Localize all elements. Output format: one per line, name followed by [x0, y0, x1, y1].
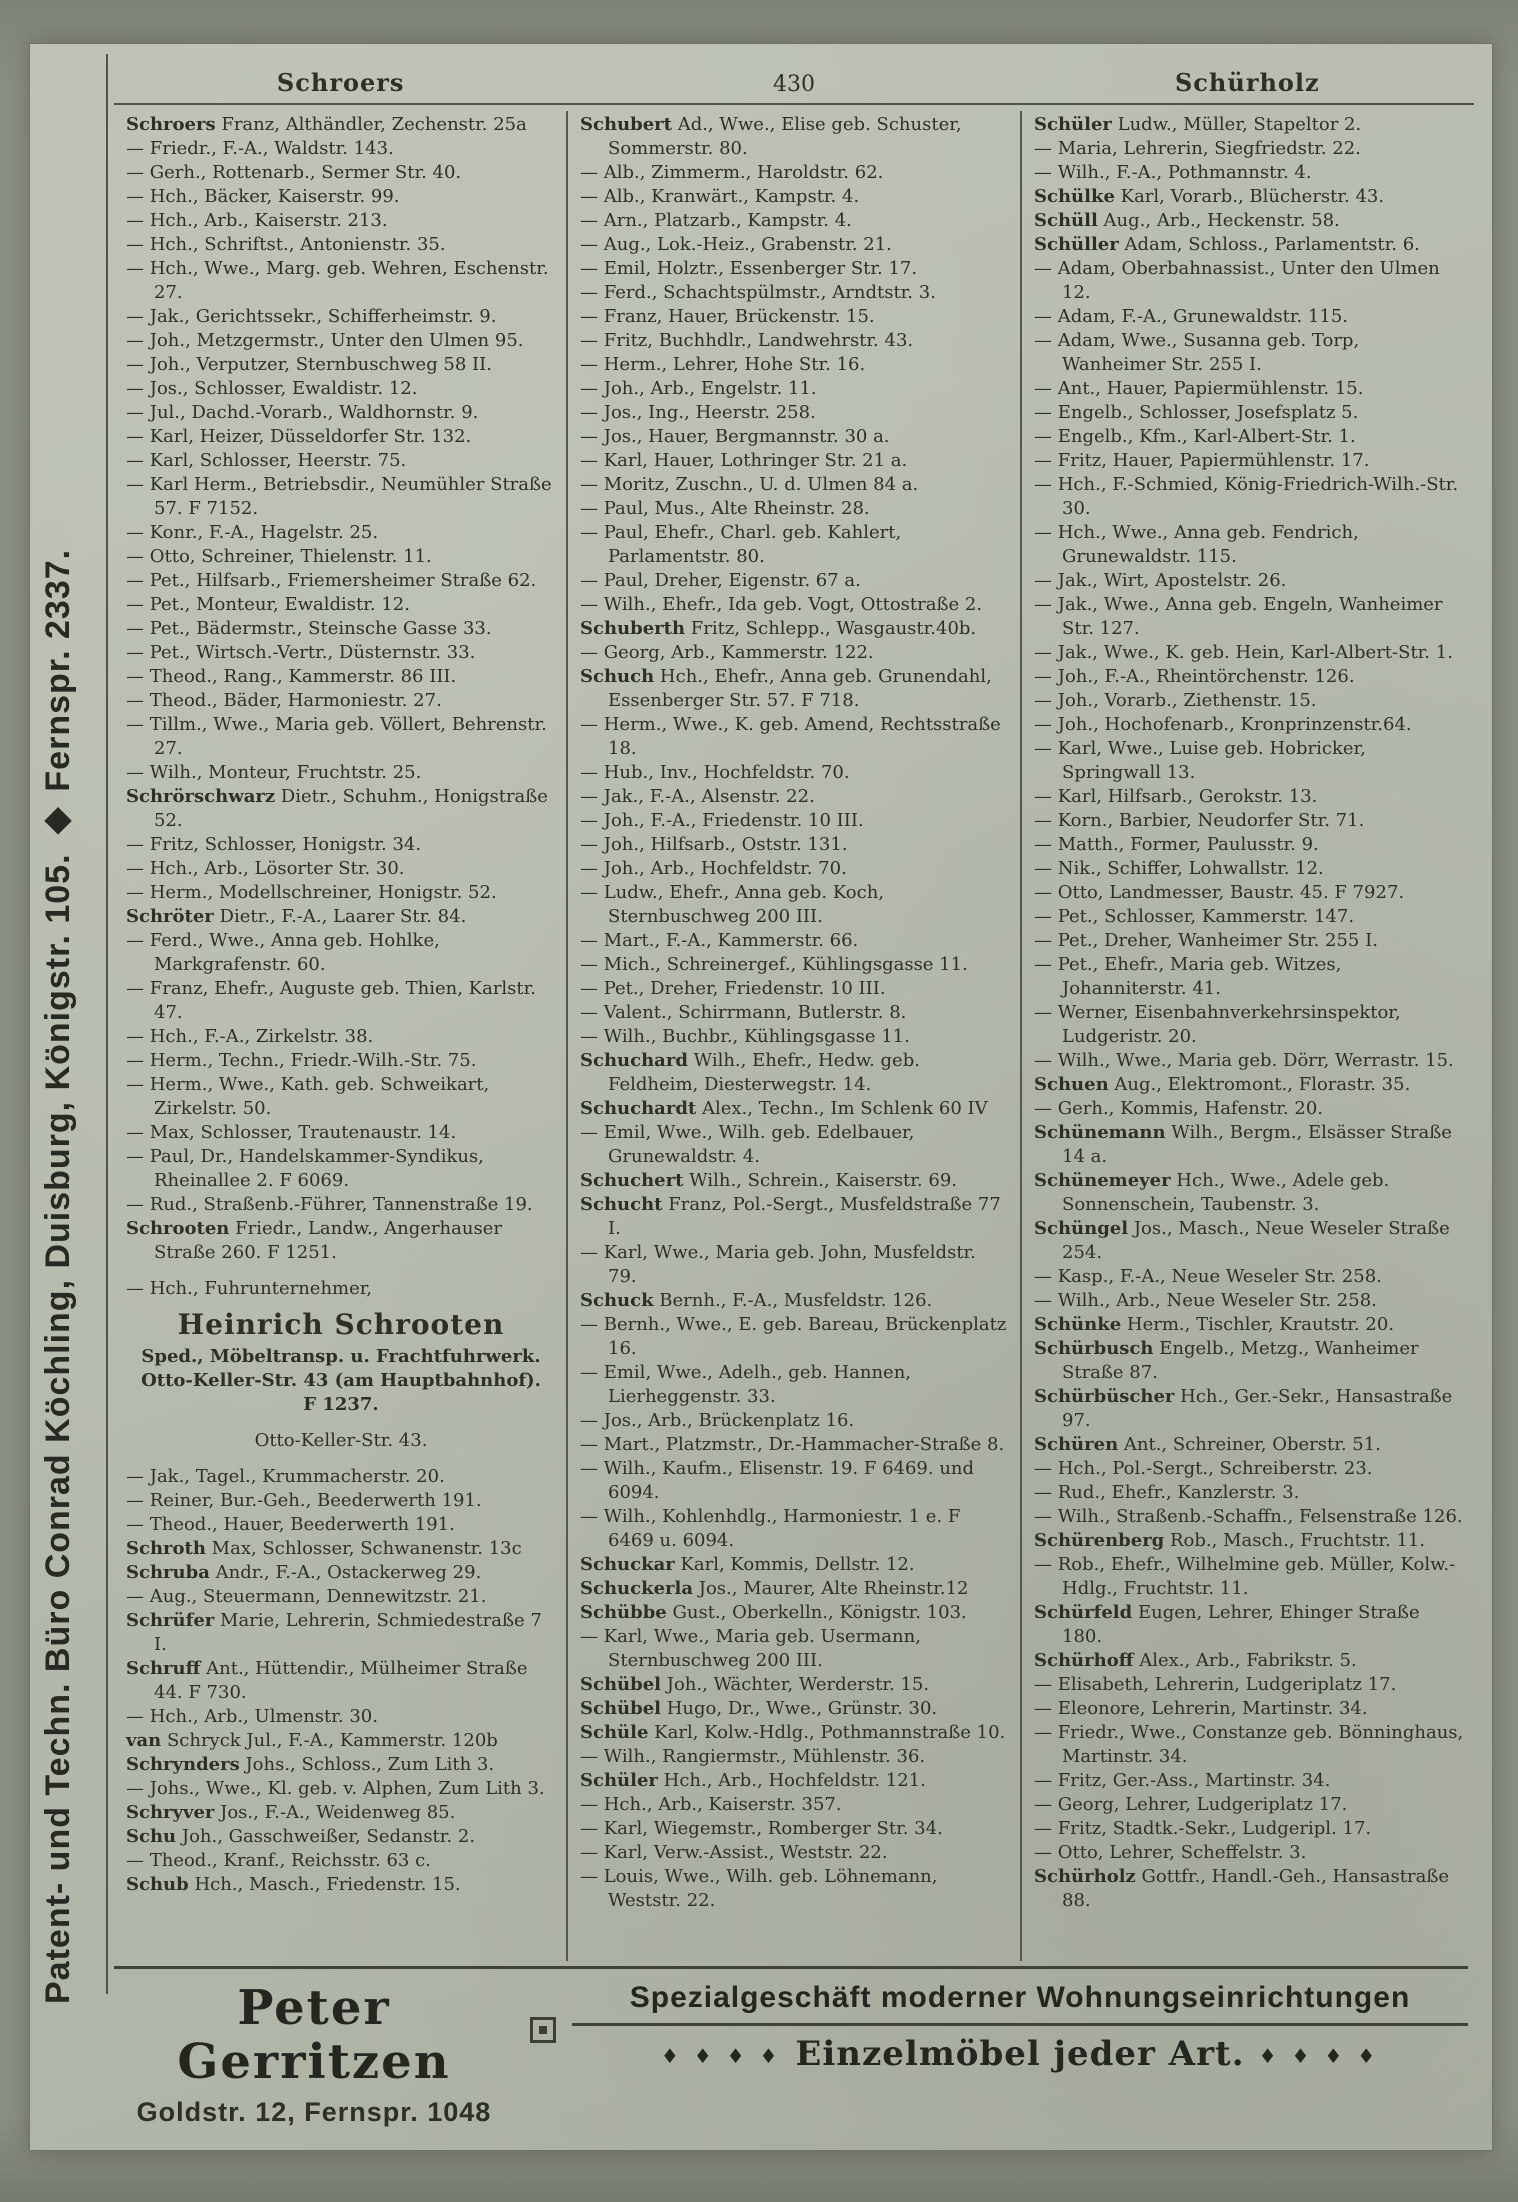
directory-column [566, 111, 1020, 1961]
directory-entry: — Kasp., F.-A., Neue Weseler Str. 258. [1034, 1266, 1382, 1287]
directory-entry: Schüler Hch., Arb., Hochfeldstr. 121. [580, 1770, 926, 1791]
directory-entry: — Gerh., Kommis, Hafenstr. 20. [1034, 1098, 1323, 1119]
directory-entry: — Pet., Schlosser, Kammerstr. 147. [1034, 906, 1355, 927]
directory-entry: — Pet., Dreher, Friedenstr. 10 III. [580, 978, 886, 999]
directory-entry: — Gerh., Rottenarb., Sermer Str. 40. [126, 162, 462, 183]
directory-entry: — Herm., Techn., Friedr.-Wilh.-Str. 75. [126, 1050, 477, 1071]
directory-entry: — Rob., Ehefr., Wilhelmine geb. Müller, Kolw.-Hdlg., Fruchtstr. 11. [1034, 1554, 1456, 1599]
directory-entry: Schübel Hugo, Dr., Wwe., Grünstr. 30. [580, 1698, 938, 1719]
directory-entry: — Wilh., Straßenb.-Schaffn., Felsenstraße 126. [1034, 1506, 1463, 1527]
directory-entry: — Hch., Arb., Kaiserstr. 213. [126, 210, 388, 231]
directory-entry: — Ludw., Ehefr., Anna geb. Koch, Sternbuschweg 200 III. [580, 882, 885, 927]
directory-entry: — Joh., F.-A., Friedenstr. 10 III. [580, 810, 864, 831]
directory-entry: — Theod., Rang., Kammerstr. 86 III. [126, 666, 457, 687]
directory-entry: Schürholz Gottfr., Handl.-Geh., Hansastraße 88. [1034, 1866, 1450, 1911]
directory-entry: — Konr., F.-A., Hagelstr. 25. [126, 522, 379, 543]
directory-entry: — Herm., Wwe., Kath. geb. Schweikart, Zirkelstr. 50. [126, 1074, 490, 1119]
directory-entry: — Hch., Arb., Kaiserstr. 357. [580, 1794, 842, 1815]
directory-entry: — Otto, Schreiner, Thielenstr. 11. [126, 546, 432, 567]
directory-entry: — Bernh., Wwe., E. geb. Bareau, Brückenplatz 16. [580, 1314, 1007, 1359]
footer-tagline-bottom [572, 2034, 1468, 2074]
directory-entry: — Herm., Wwe., K. geb. Amend, Rechtsstraße 18. [580, 714, 1001, 759]
directory-entry: — Hch., Fuhrunternehmer, [126, 1278, 373, 1299]
directory-entry: Schuen Aug., Elektromont., Florastr. 35. [1034, 1074, 1411, 1095]
directory-entry: — Paul, Dr., Handelskammer-Syndikus, Rheinallee 2. F 6069. [126, 1146, 484, 1191]
page-header [114, 54, 1474, 105]
directory-entry: Schuck Bernh., F.-A., Musfeldstr. 126. [580, 1290, 933, 1311]
directory-entry: — Joh., Arb., Engelstr. 11. [580, 378, 817, 399]
directory-entry: Schröter Dietr., F.-A., Laarer Str. 84. [126, 906, 467, 927]
directory-entry: Schüren Ant., Schreiner, Oberstr. 51. [1034, 1434, 1381, 1455]
directory-entry: — Mich., Schreinergef., Kühlingsgasse 11. [580, 954, 968, 975]
directory-entry: — Joh., F.-A., Rheintörchenstr. 126. [1034, 666, 1355, 687]
directory-entry: Schroers Franz, Althändler, Zechenstr. 25a [126, 114, 527, 135]
directory-entry: — Fritz, Ger.-Ass., Martinstr. 34. [1034, 1770, 1331, 1791]
directory-entry: — Karl, Hauer, Lothringer Str. 21 a. [580, 450, 908, 471]
directory-entry: — Adam, Wwe., Susanna geb. Torp, Wanheimer Str. 255 I. [1034, 330, 1360, 375]
footer-ad-right [572, 1981, 1468, 2128]
footer-tagline-top: Spezialgeschäft moderner Wohnungseinrichtungen [572, 1981, 1468, 2026]
directory-entry: Schüler Ludw., Müller, Stapeltor 2. [1034, 114, 1362, 135]
directory-entry: — Wilh., Buchbr., Kühlingsgasse 11. [580, 1026, 910, 1047]
directory-entry: — Reiner, Bur.-Geh., Beederwerth 191. [126, 1490, 482, 1511]
directory-entry: — Theod., Bäder, Harmoniestr. 27. [126, 690, 442, 711]
directory-entry: — Jak., Gerichtssekr., Schifferheimstr. 9. [126, 306, 497, 327]
inline-ad-line: Sped., Möbeltransp. u. Frachtfuhrwerk. [141, 1346, 541, 1367]
directory-entry: — Karl, Wwe., Maria geb. John, Musfeldstr. 79. [580, 1242, 976, 1287]
header-left-keyword: Schroers [276, 68, 405, 97]
directory-entry: — Hch., Wwe., Anna geb. Fendrich, Grunewaldstr. 115. [1034, 522, 1359, 567]
directory-entry: — Ant., Hauer, Papiermühlenstr. 15. [1034, 378, 1364, 399]
directory-entry: — Paul, Ehefr., Charl. geb. Kahlert, Parlamentstr. 80. [580, 522, 902, 567]
directory-entry: — Hch., Wwe., Marg. geb. Wehren, Eschenstr. 27. [126, 258, 549, 303]
directory-entry: — Joh., Arb., Hochfeldstr. 70. [580, 858, 847, 879]
directory-entry: — Joh., Metzgermstr., Unter den Ulmen 95. [126, 330, 524, 351]
entry-spacer [126, 1417, 556, 1429]
directory-entry: — Fritz, Stadtk.-Sekr., Ludgeripl. 17. [1034, 1818, 1372, 1839]
printer-ornament-inner [539, 2026, 547, 2034]
directory-entry: — Jos., Hauer, Bergmannstr. 30 a. [580, 426, 890, 447]
directory-entry: — Pet., Dreher, Wanheimer Str. 255 I. [1034, 930, 1378, 951]
directory-entry: Schrörschwarz Dietr., Schuhm., Honigstraße 52. [126, 786, 548, 831]
directory-entry: — Otto, Lehrer, Scheffelstr. 3. [1034, 1842, 1307, 1863]
directory-entry: Schu Joh., Gasschweißer, Sedanstr. 2. [126, 1826, 476, 1847]
entry-spacer [126, 1453, 556, 1465]
inline-ad-phone: F 1237. [303, 1394, 379, 1415]
directory-entry: — Pet., Bädermstr., Steinsche Gasse 33. [126, 618, 492, 639]
directory-entry: Schubert Ad., Wwe., Elise geb. Schuster, Sommerstr. 80. [580, 114, 962, 159]
directory-entry: Schürbusch Engelb., Metzg., Wanheimer Straße 87. [1034, 1338, 1419, 1383]
directory-entry: — Fritz, Schlosser, Honigstr. 34. [126, 834, 422, 855]
directory-entry: Schülke Karl, Vorarb., Blücherstr. 43. [1034, 186, 1385, 207]
directory-entry: — Joh., Vorarb., Ziethenstr. 15. [1034, 690, 1317, 711]
directory-entry: Schünemann Wilh., Bergm., Elsässer Straße 14 a. [1034, 1122, 1452, 1167]
directory-entry: — Karl, Heizer, Düsseldorfer Str. 132. [126, 426, 472, 447]
directory-entry: — Paul, Mus., Alte Rheinstr. 28. [580, 498, 870, 519]
directory-entry: — Jos., Arb., Brückenplatz 16. [580, 1410, 855, 1431]
directory-entry: — Hch., F.-A., Zirkelstr. 38. [126, 1026, 374, 1047]
diamond-ornament-icon: ♦ ♦ ♦ ♦ [1258, 2044, 1380, 2068]
directory-entry: Schüll Aug., Arb., Heckenstr. 58. [1034, 210, 1340, 231]
directory-entry: — Johs., Wwe., Kl. geb. v. Alphen, Zum Lith 3. [126, 1778, 545, 1799]
directory-entry: — Herm., Modellschreiner, Honigstr. 52. [126, 882, 497, 903]
directory-entry: — Moritz, Zuschn., U. d. Ulmen 84 a. [580, 474, 919, 495]
directory-entry: — Pet., Ehefr., Maria geb. Witzes, Johanniterstr. 41. [1034, 954, 1342, 999]
directory-entry: — Karl, Wiegemstr., Romberger Str. 34. [580, 1818, 943, 1839]
directory-entry: Schrooten Friedr., Landw., Angerhauser Straße 260. F 1251. [126, 1218, 502, 1263]
directory-entry: — Emil, Holztr., Essenberger Str. 17. [580, 258, 918, 279]
directory-entry: — Otto, Landmesser, Baustr. 45. F 7927. [1034, 882, 1405, 903]
directory-entry: Schuberth Fritz, Schlepp., Wasgaustr.40b. [580, 618, 977, 639]
directory-entry: Schryver Jos., F.-A., Weidenweg 85. [126, 1802, 456, 1823]
directory-entry: — Hch., F.-Schmied, König-Friedrich-Wilh.-Str. 30. [1034, 474, 1459, 519]
directory-entry: — Valent., Schirrmann, Butlerstr. 8. [580, 1002, 907, 1023]
directory-entry: — Ferd., Schachtspülmstr., Arndtstr. 3. [580, 282, 936, 303]
directory-column [1020, 111, 1474, 1961]
inline-ad-line: Otto-Keller-Str. 43. [254, 1430, 428, 1451]
directory-entry: — Emil, Wwe., Adelh., geb. Hannen, Lierheggenstr. 33. [580, 1362, 912, 1407]
directory-entry: — Jak., F.-A., Alsenstr. 22. [580, 786, 815, 807]
directory-entry: Schübel Joh., Wächter, Werderstr. 15. [580, 1674, 930, 1695]
directory-entry: — Engelb., Kfm., Karl-Albert-Str. 1. [1034, 426, 1356, 447]
directory-entry: — Fritz, Buchhdlr., Landwehrstr. 43. [580, 330, 914, 351]
directory-entry: — Joh., Hochofenarb., Kronprinzenstr.64. [1034, 714, 1412, 735]
directory-entry: Schüle Karl, Kolw.-Hdlg., Pothmannstraße 10. [580, 1722, 1006, 1743]
directory-entry: — Werner, Eisenbahnverkehrsinspektor, Ludgeristr. 20. [1034, 1002, 1401, 1047]
sidebar-divider [106, 54, 108, 1994]
directory-entry: — Jos., Ing., Heerstr. 258. [580, 402, 816, 423]
directory-entry: — Jak., Tagel., Krummacherstr. 20. [126, 1466, 445, 1487]
directory-entry: Schürhoff Alex., Arb., Fabrikstr. 5. [1034, 1650, 1357, 1671]
page-number: 430 [772, 72, 815, 97]
directory-entry: — Joh., Verputzer, Sternbuschweg 58 II. [126, 354, 493, 375]
directory-entry: — Karl, Hilfsarb., Gerokstr. 13. [1034, 786, 1318, 807]
directory-entry: Schuchert Wilh., Schrein., Kaiserstr. 69. [580, 1170, 957, 1191]
directory-entry: van Schryck Jul., F.-A., Kammerstr. 120b [126, 1730, 498, 1751]
directory-entry: — Jak., Wwe., Anna geb. Engeln, Wanheimer Str. 127. [1034, 594, 1443, 639]
directory-entry: — Hch., Pol.-Sergt., Schreiberstr. 23. [1034, 1458, 1373, 1479]
directory-entry: — Herm., Lehrer, Hohe Str. 16. [580, 354, 866, 375]
footer-shop-name: Peter Gerritzen [177, 1980, 451, 2090]
directory-entry: — Karl, Schlosser, Heerstr. 75. [126, 450, 407, 471]
entry-spacer [126, 1265, 556, 1277]
directory-entry: — Franz, Ehefr., Auguste geb. Thien, Karlstr. 47. [126, 978, 537, 1023]
directory-entry: — Aug., Lok.-Heiz., Grabenstr. 21. [580, 234, 892, 255]
directory-entry: Schruba Andr., F.-A., Ostackerweg 29. [126, 1562, 482, 1583]
footer-tagline-text: Einzelmöbel jeder Art. [795, 2034, 1245, 2074]
footer-ads [114, 1966, 1468, 2128]
sidebar-ad-text: Patent- und Techn. Büro Conrad Köchling, Duisburg, Königstr. 105. ◆ Fernspr. 2337. [39, 548, 77, 2004]
directory-entry: Schroth Max, Schlosser, Schwanenstr. 13c [126, 1538, 522, 1559]
directory-entry: Schünke Herm., Tischler, Krautstr. 20. [1034, 1314, 1394, 1335]
directory-entry: Schübbe Gust., Oberkelln., Königstr. 103. [580, 1602, 967, 1623]
header-right-keyword: Schürholz [1174, 68, 1320, 97]
directory-entry: Schüller Adam, Schloss., Parlamentstr. 6. [1034, 234, 1420, 255]
directory-entry: — Rud., Ehefr., Kanzlerstr. 3. [1034, 1482, 1300, 1503]
directory-entry: — Tillm., Wwe., Maria geb. Völlert, Behrenstr. 27. [126, 714, 547, 759]
directory-entry: — Jul., Dachd.-Vorarb., Waldhornstr. 9. [126, 402, 479, 423]
directory-entry: — Engelb., Schlosser, Josefsplatz 5. [1034, 402, 1359, 423]
directory-entry: — Wilh., Arb., Neue Weseler Str. 258. [1034, 1290, 1377, 1311]
directory-entry: — Ferd., Wwe., Anna geb. Hohlke, Markgrafenstr. 60. [126, 930, 440, 975]
directory-entry: — Mart., Platzmstr., Dr.-Hammacher-Straße 8. [580, 1434, 1005, 1455]
directory-entry: — Wilh., Kohlenhdlg., Harmoniestr. 1 e. F 6469 u. 6094. [580, 1506, 961, 1551]
directory-entry: Schürenberg Rob., Masch., Fruchtstr. 11. [1034, 1530, 1426, 1551]
directory-entry: — Pet., Wirtsch.-Vertr., Düsternstr. 33. [126, 642, 476, 663]
footer-ad-left [114, 1981, 514, 2128]
directory-entry: Schuckar Karl, Kommis, Dellstr. 12. [580, 1554, 915, 1575]
directory-entry: — Arn., Platzarb., Kampstr. 4. [580, 210, 852, 231]
directory-entry: — Nik., Schiffer, Lohwallstr. 12. [1034, 858, 1324, 879]
directory-entry: Schrynders Johs., Schloss., Zum Lith 3. [126, 1754, 495, 1775]
directory-entry: — Paul, Dreher, Eigenstr. 67 a. [580, 570, 861, 591]
directory-entry: — Karl, Wwe., Maria geb. Usermann, Sternbuschweg 200 III. [580, 1626, 921, 1671]
directory-column [114, 111, 566, 1961]
directory-entry: Schuch Hch., Ehefr., Anna geb. Grunendahl, Essenberger Str. 57. F 718. [580, 666, 992, 711]
directory-entry: — Georg, Lehrer, Ludgeriplatz 17. [1034, 1794, 1348, 1815]
directory-entry: — Wilh., Monteur, Fruchtstr. 25. [126, 762, 422, 783]
directory-entry: Schürbüscher Hch., Ger.-Sekr., Hansastraße 97. [1034, 1386, 1453, 1431]
directory-entry: — Jak., Wwe., K. geb. Hein, Karl-Albert-Str. 1. [1034, 642, 1453, 663]
inline-ad-line: Otto-Keller-Str. 43 (am Hauptbahnhof). [141, 1370, 541, 1391]
directory-entry: — Max, Schlosser, Trautenaustr. 14. [126, 1122, 457, 1143]
directory-entry: — Alb., Kranwärt., Kampstr. 4. [580, 186, 860, 207]
directory-entry: — Wilh., Kaufm., Elisenstr. 19. F 6469. und 6094. [580, 1458, 975, 1503]
directory-entry: — Pet., Monteur, Ewaldistr. 12. [126, 594, 410, 615]
directory-entry: — Matth., Former, Paulusstr. 9. [1034, 834, 1319, 855]
directory-entry: Schucht Franz, Pol.-Sergt., Musfeldstraße 77 I. [580, 1194, 1001, 1239]
directory-entry: Schuchard Wilh., Ehefr., Hedw. geb. Feldheim, Diesterwegstr. 14. [580, 1050, 920, 1095]
printer-ornament-icon [530, 2017, 556, 2043]
directory-entry: Schünemeyer Hch., Wwe., Adele geb. Sonnenschein, Taubenstr. 3. [1034, 1170, 1390, 1215]
directory-entry: — Aug., Steuermann, Dennewitzstr. 21. [126, 1586, 487, 1607]
directory-entry: Schruff Ant., Hüttendir., Mülheimer Straße 44. F 730. [126, 1658, 528, 1703]
directory-entry: — Pet., Hilfsarb., Friemersheimer Straße 62. [126, 570, 537, 591]
directory-entry: — Franz, Hauer, Brückenstr. 15. [580, 306, 875, 327]
directory-entry: — Louis, Wwe., Wilh. geb. Löhnemann, Weststr. 22. [580, 1866, 938, 1911]
directory-entry: — Joh., Hilfsarb., Oststr. 131. [580, 834, 848, 855]
directory-entry: Schub Hch., Masch., Friedenstr. 15. [126, 1874, 461, 1895]
directory-entry: — Hch., Arb., Ulmenstr. 30. [126, 1706, 378, 1727]
page-paper [30, 44, 1492, 2150]
directory-entry: — Friedr., Wwe., Constanze geb. Bönninghaus, Martinstr. 34. [1034, 1722, 1464, 1767]
directory-entry: — Theod., Kranf., Reichsstr. 63 c. [126, 1850, 431, 1871]
directory-entry: — Hub., Inv., Hochfeldstr. 70. [580, 762, 850, 783]
directory-entry: — Jos., Schlosser, Ewaldistr. 12. [126, 378, 418, 399]
directory-entry: — Elisabeth, Lehrerin, Ludgeriplatz 17. [1034, 1674, 1397, 1695]
directory-entry: Schuchardt Alex., Techn., Im Schlenk 60 IV [580, 1098, 988, 1119]
directory-entry: — Wilh., Wwe., Maria geb. Dörr, Werrastr. 15. [1034, 1050, 1454, 1071]
directory-entry: — Hch., Arb., Lösorter Str. 30. [126, 858, 405, 879]
diamond-ornament-icon: ♦ ♦ ♦ ♦ [660, 2044, 782, 2068]
directory-entry: — Korn., Barbier, Neudorfer Str. 71. [1034, 810, 1365, 831]
directory-entry: Schrüfer Marie, Lehrerin, Schmiedestraße 7 I. [126, 1610, 542, 1655]
directory-entry: — Friedr., F.-A., Waldstr. 143. [126, 138, 394, 159]
directory-entry: Schuckerla Jos., Maurer, Alte Rheinstr.12 [580, 1578, 969, 1599]
directory-entry: — Karl, Verw.-Assist., Weststr. 22. [580, 1842, 888, 1863]
directory-entry: — Emil, Wwe., Wilh. geb. Edelbauer, Grunewaldstr. 4. [580, 1122, 915, 1167]
directory-entry: — Eleonore, Lehrerin, Martinstr. 34. [1034, 1698, 1368, 1719]
directory-entry: — Wilh., Rangiermstr., Mühlenstr. 36. [580, 1746, 926, 1767]
directory-entry: — Georg, Arb., Kammerstr. 122. [580, 642, 874, 663]
directory-content [114, 54, 1474, 2144]
directory-entry: — Wilh., Ehefr., Ida geb. Vogt, Ottostraße 2. [580, 594, 983, 615]
directory-entry: — Hch., Schriftst., Antonienstr. 35. [126, 234, 446, 255]
columns-wrap [114, 111, 1474, 1961]
inline-ad-title: Heinrich Schrooten [177, 1308, 505, 1341]
directory-entry: — Mart., F.-A., Kammerstr. 66. [580, 930, 859, 951]
directory-entry: Schürfeld Eugen, Lehrer, Ehinger Straße 180. [1034, 1602, 1420, 1647]
directory-entry: — Karl, Wwe., Luise geb. Hobricker, Springwall 13. [1034, 738, 1366, 783]
directory-entry: — Hch., Bäcker, Kaiserstr. 99. [126, 186, 400, 207]
directory-entry: Schüngel Jos., Masch., Neue Weseler Straße 254. [1034, 1218, 1450, 1263]
directory-entry: — Karl Herm., Betriebsdir., Neumühler Straße 57. F 7152. [126, 474, 552, 519]
footer-shop-address: Goldstr. 12, Fernspr. 1048 [136, 2097, 492, 2127]
directory-entry: — Theod., Hauer, Beederwerth 191. [126, 1514, 455, 1535]
directory-entry: — Adam, F.-A., Grunewaldstr. 115. [1034, 306, 1348, 327]
directory-entry: — Jak., Wirt, Apostelstr. 26. [1034, 570, 1287, 591]
directory-entry: — Maria, Lehrerin, Siegfriedstr. 22. [1034, 138, 1361, 159]
directory-entry: — Fritz, Hauer, Papiermühlenstr. 17. [1034, 450, 1370, 471]
directory-entry: — Adam, Oberbahnassist., Unter den Ulmen 12. [1034, 258, 1440, 303]
directory-entry: — Wilh., F.-A., Pothmannstr. 4. [1034, 162, 1312, 183]
directory-entry: — Rud., Straßenb.-Führer, Tannenstraße 19. [126, 1194, 533, 1215]
directory-entry: — Alb., Zimmerm., Haroldstr. 62. [580, 162, 884, 183]
